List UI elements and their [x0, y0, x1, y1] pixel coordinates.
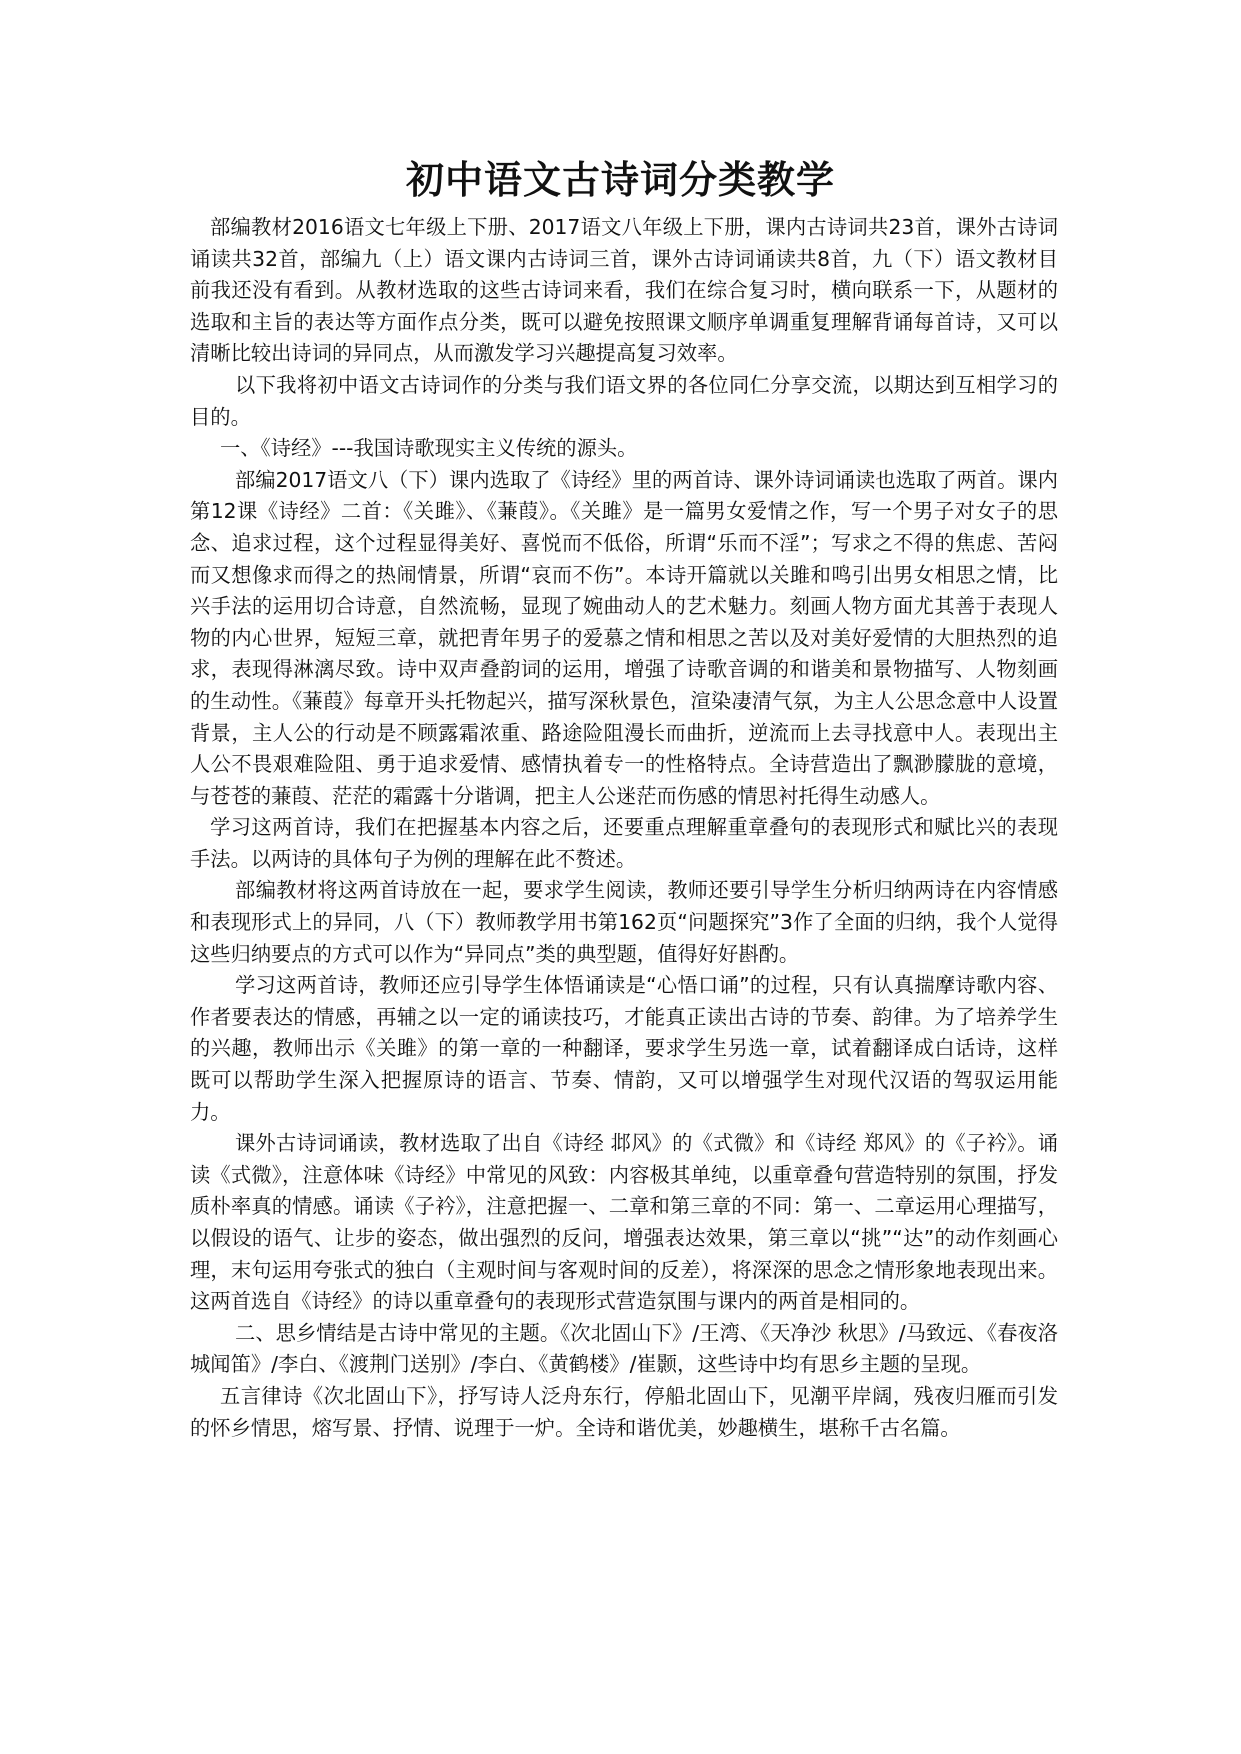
paragraph-extracurricular: 课外古诗词诵读，教材选取了出自《诗经 邶风》的《式微》和《诗经 郑风》的《子衿》。诵读《式微》，注意体味《诗经》中常见的风致：内容极其单纯，以重章叠句营造特别的氛围，抒发质朴率真的情感。诵读《子衿》，注意把握一、二章和第三章的不同：第一、二章运用心理描写，以假设的语气、让步的姿态，做出强烈的反问，增强表达效果，第三章以“挑”“达”的动作刻画心理，末句运用夸张式的独白（主观时间与客观时间的反差），将深深的思念之情形象地表现出来。这两首选自《诗经》的诗以重章叠句的表现形式营造氛围与课内的两首是相同的。	[190, 1131, 1058, 1314]
paragraph-guanju-jianjia: 部编2017语文八（下）课内选取了《诗经》里的两首诗、课外诗词诵读也选取了两首。课内第12课《诗经》二首：《关雎》、《蒹葭》。《关雎》是一篇男女爱情之作，写一个男子对女子的思念、追求过程，这个过程显得美好、喜悦而不低俗，所谓“乐而不淫”；写求之不得的焦虑、苦闷而又想像求而得之的热闹情景，所谓“哀而不伤”。本诗开篇就以关雎和鸣引出男女相思之情，比兴手法的运用切合诗意，自然流畅，显现了婉曲动人的艺术魅力。刻画人物方面尤其善于表现人物的内心世界，短短三章，就把青年男子的爱慕之情和相思之苦以及对美好爱情的大胆热烈的追求，表现得淋漓尽致。诗中双声叠韵词的运用，增强了诗歌音调的和谐美和景物描写、人物刻画的生动性。《蒹葭》每章开头托物起兴，描写深秋景色，渲染凄清气氛，为主人公思念意中人设置背景，主人公的行动是不顾露霜浓重、路途险阻漫长而曲折，逆流而上去寻找意中人。表现出主人公不畏艰难险阻、勇于追求爱情、感情执着专一的性格特点。全诗营造出了飘渺朦胧的意境，与苍苍的蒹葭、茫茫的霜露十分谐调，把主人公迷茫而伤感的情思衬托得生动感人。	[190, 467, 1058, 808]
document-body	[190, 212, 1058, 1444]
paragraph-intro: 部编教材2016语文七年级上下册、2017语文八年级上下册，课内古诗词共23首，课外古诗词诵读共32首，部编九（上）语文课内古诗词三首，课外古诗词诵读共8首，九（下）语文教材目前我还没有看到。从教材选取的这些古诗词来看，我们在综合复习时，横向联系一下，从题材的选取和主旨的表达等方面作点分类，既可以避免按照课文顺序单调重复理解背诵每首诗，又可以清晰比较出诗词的异同点，从而激发学习兴趣提高复习效率。	[190, 215, 1058, 366]
paragraph-study-focus: 学习这两首诗，我们在把握基本内容之后，还要重点理解重章叠句的表现形式和赋比兴的表现手法。以两诗的具体句子为例的理解在此不赘述。	[190, 815, 1058, 871]
paragraph-cibeigushan: 五言律诗《次北固山下》，抒写诗人泛舟东行，停船北固山下，见潮平岸阔，残夜归雁而引发的怀乡情思，熔写景、抒情、说理于一炉。全诗和谐优美，妙趣横生，堪称千古名篇。	[190, 1383, 1058, 1440]
section-heading-homesickness: 二、思乡情结是古诗中常见的主题。《次北固山下》/王湾、《天净沙 秋思》/马致远、《春夜洛城闻笛》/李白、《渡荆门送别》/李白、《黄鹤楼》/崔颢，这些诗中均有思乡主题的呈现。	[190, 1320, 1058, 1377]
section-heading-shijing: 一、《诗经》---我国诗歌现实主义传统的源头。	[220, 436, 638, 461]
paragraph-recitation: 学习这两首诗，教师还应引导学生体悟诵读是“心悟口诵”的过程，只有认真揣摩诗歌内容、作者要表达的情感，再辅之以一定的诵读技巧，才能真正读出古诗的节奏、韵律。为了培养学生的兴趣，教师出示《关雎》的第一章的一种翻译，要求学生另选一章，试着翻译成白话诗，这样既可以帮助学生深入把握原诗的语言、节奏、情韵，又可以增强学生对现代汉语的驾驭运用能力。	[190, 973, 1058, 1124]
paragraph-comparison: 部编教材将这两首诗放在一起，要求学生阅读，教师还要引导学生分析归纳两诗在内容情感和表现形式上的异同，八（下）教师教学用书第162页“问题探究”3作了全面的归纳，我个人觉得这些归纳要点的方式可以作为“异同点”类的典型题，值得好好斟酌。	[190, 878, 1058, 966]
document-title: 初中语文古诗词分类教学	[405, 158, 835, 202]
paragraph-purpose: 以下我将初中语文古诗词作的分类与我们语文界的各位同仁分享交流，以期达到互相学习的目的。	[190, 372, 1058, 429]
